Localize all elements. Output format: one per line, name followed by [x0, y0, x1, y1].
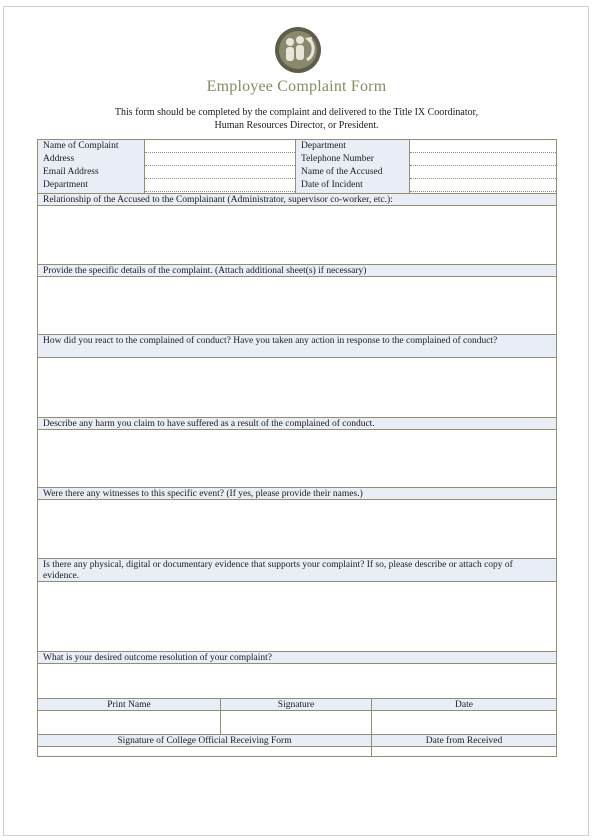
form-intro [60, 106, 533, 132]
answer-details-area[interactable] [38, 278, 556, 334]
question-evidence: Is there any physical, digital or documentary evidence that supports your complaint? If so, please describe or attach copy of evidence. [38, 559, 556, 582]
answer-witnesses-area[interactable] [38, 501, 556, 558]
signature-header: Signature [221, 699, 371, 711]
intro-line-1: This form should be completed by the complaint and delivered to the Title IX Coordinator, [114, 107, 479, 118]
label-department-right: Department [296, 140, 409, 153]
intro-line-2: Human Resources Director, or President. [214, 120, 379, 131]
people-arrow-logo-icon [274, 26, 322, 74]
print-name-header: Print Name [38, 699, 220, 711]
label-department-left: Department [38, 179, 144, 193]
telephone-number-field[interactable] [410, 153, 556, 166]
date-of-incident-field[interactable] [410, 179, 556, 192]
answer-desired-outcome-area[interactable] [38, 665, 556, 698]
name-of-accused-field[interactable] [410, 166, 556, 179]
email-address-field[interactable] [145, 166, 295, 179]
sig-divider-1 [220, 699, 221, 734]
official-signature-field[interactable] [38, 747, 371, 756]
date-header: Date [372, 699, 556, 711]
label-address: Address [38, 153, 144, 166]
question-desired-outcome: What is your desired outcome resolution of your complaint? [38, 652, 556, 664]
question-witnesses: Were there any witnesses to this specific event? (If yes, please provide their names.) [38, 488, 556, 500]
answer-harm-area[interactable] [38, 431, 556, 487]
label-email-address: Email Address [38, 166, 144, 179]
department-field-right[interactable] [410, 140, 556, 153]
question-reaction: How did you react to the complained of conduct? Have you taken any action in response to the complained of conduct? [38, 335, 556, 358]
info-divider-3 [409, 140, 410, 193]
info-divider-2 [295, 140, 296, 193]
form-title: Employee Complaint Form [206, 78, 387, 95]
answer-relationship-area[interactable] [38, 207, 556, 264]
official-signature-header: Signature of College Official Receiving Form [38, 735, 371, 747]
question-harm: Describe any harm you claim to have suffered as a result of the complained of conduct. [38, 418, 556, 430]
name-of-complaint-field[interactable] [145, 140, 295, 153]
label-date-of-incident: Date of Incident [296, 179, 409, 193]
label-name-of-complaint: Name of Complaint [38, 140, 144, 153]
label-name-of-accused: Name of the Accused [296, 166, 409, 179]
signature-field[interactable] [221, 711, 371, 734]
label-telephone-number: Telephone Number [296, 153, 409, 166]
date-received-field[interactable] [372, 747, 556, 756]
question-relationship: Relationship of the Accused to the Complainant (Administrator, supervisor co-worker, etc.): [38, 194, 556, 206]
answer-evidence-area[interactable] [38, 583, 556, 651]
date-field[interactable] [372, 711, 556, 734]
department-field-left[interactable] [145, 179, 295, 192]
date-received-header: Date from Received [372, 735, 556, 747]
question-details: Provide the specific details of the complaint. (Attach additional sheet(s) if necessary) [38, 265, 556, 277]
answer-reaction-area[interactable] [38, 359, 556, 417]
info-divider-1 [144, 140, 145, 193]
address-field[interactable] [145, 153, 295, 166]
print-name-field[interactable] [38, 711, 220, 734]
